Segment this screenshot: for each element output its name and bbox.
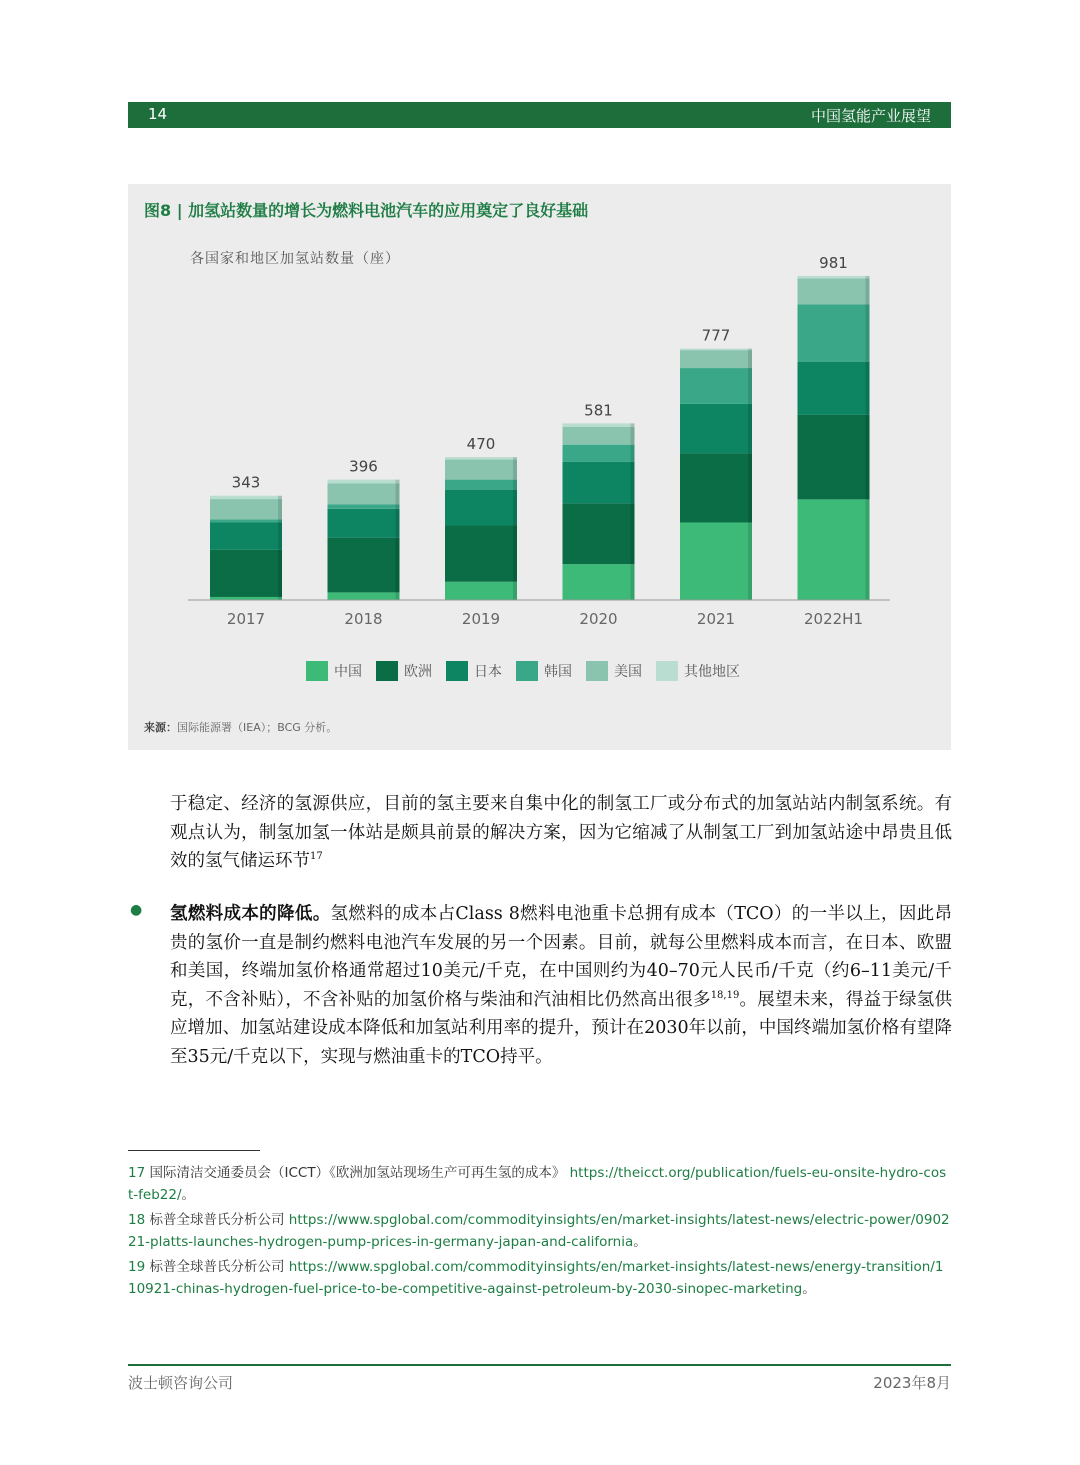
legend-item-中国	[306, 660, 362, 682]
total-label-2018: 396	[349, 457, 378, 476]
bar-segment-2019-韩国	[445, 480, 517, 490]
bar-segment-2019-其他地区	[445, 457, 517, 459]
total-label-2021: 777	[701, 326, 731, 345]
bullet-icon: ●	[130, 902, 143, 918]
footnote-link[interactable]: https://theicct.org/publication/fuels-eu-onsite-hydro-cost-feb22/	[128, 1165, 947, 1203]
bar-shadow-2018	[396, 480, 400, 600]
bar-segment-2019-欧洲	[445, 526, 517, 582]
footnote-text: 标普全球普氏分析公司	[149, 1212, 285, 1228]
bar-shadow-2019	[513, 457, 517, 600]
bar-segment-2018-韩国	[328, 504, 400, 509]
bar-segment-2018-其他地区	[328, 480, 400, 484]
bar-segment-2020-韩国	[563, 445, 635, 462]
footer-date: 2023年8月	[873, 1374, 951, 1392]
legend-item-美国	[586, 660, 642, 682]
bar-segment-2020-日本	[563, 462, 635, 504]
bar-segment-2019-中国	[445, 582, 517, 600]
chart-ylabel: 各国家和地区加氢站数量（座）	[190, 251, 400, 267]
bar-shadow-2017	[278, 496, 282, 600]
bar-segment-2017-美国	[210, 499, 282, 519]
legend-label: 中国	[334, 664, 362, 680]
bar-segment-2019-日本	[445, 490, 517, 526]
footnote-18	[128, 1209, 951, 1253]
footnote-number: 19	[128, 1259, 146, 1275]
bar-shadow-2022H1	[866, 276, 870, 600]
legend-label: 美国	[614, 664, 642, 680]
category-label-2018: 2018	[344, 610, 383, 628]
category-label-2021: 2021	[696, 610, 736, 628]
footnote-17	[128, 1162, 951, 1206]
legend-item-欧洲	[376, 660, 432, 682]
paragraph-1-text: 于稳定、经济的氢源供应，目前的氢主要来自集中化的制氢工厂或分布式的加氢站站内制氢系统。有观点认为，制氢加氢一体站是颇具前景的解决方案，因为它缩减了从制氢工厂到加氢站途中昂贵且低效的氢气储运环节	[170, 794, 952, 871]
header-bar	[128, 102, 951, 128]
footnote-text: 标普全球普氏分析公司	[149, 1259, 285, 1275]
footer-divider	[128, 1364, 951, 1366]
legend-item-其他地区	[656, 660, 740, 682]
category-label-2017: 2017	[226, 610, 266, 628]
footnote-ref-17[interactable]: 17	[310, 851, 323, 863]
bar-segment-2022H1-其他地区	[798, 276, 870, 278]
bar-segment-2021-日本	[680, 404, 752, 453]
bar-shadow-2020	[631, 423, 635, 600]
total-label-2017: 343	[231, 473, 261, 492]
source-label: 来源：	[144, 721, 177, 734]
bar-segment-2020-其他地区	[563, 423, 635, 426]
running-title: 中国氢能产业展望	[810, 107, 931, 125]
category-label-2022H1: 2022H1	[804, 610, 863, 628]
legend-label: 欧洲	[404, 664, 432, 680]
bar-segment-2022H1-美国	[798, 278, 870, 304]
footnote-end: 。	[802, 1281, 816, 1297]
bar-segment-2022H1-中国	[798, 499, 870, 600]
footnote-number: 18	[128, 1212, 146, 1228]
figure-8	[128, 184, 951, 750]
bar-segment-2018-日本	[328, 509, 400, 538]
figure-source	[144, 719, 337, 735]
bar-segment-2017-韩国	[210, 519, 282, 522]
bar-segment-2022H1-韩国	[798, 305, 870, 362]
footnote-text: 国际清洁交通委员会（ICCT）《欧洲加氢站现场生产可再生氢的成本》	[149, 1165, 566, 1181]
paragraph-2	[170, 900, 952, 1071]
legend-swatch	[656, 661, 678, 681]
bar-segment-2021-其他地区	[680, 349, 752, 351]
legend-item-日本	[446, 660, 502, 682]
legend-swatch	[446, 661, 468, 681]
paragraph-2-text-a: 氢燃料的成本占Class 8燃料电池重卡总拥有成本（TCO）的一半以上，因此昂贵的氢价一直是制约燃料电池汽车发展的另一个因素。目前，就每公里燃料成本而言，在日本、欧盟和美国，终端加氢价格通常超过10美元/千克，在中国则约为40–70元人民币/千克（约6–11美元/千克，不含补贴），不含补贴的加氢价格与柴油和汽油相比仍然高出很多	[170, 904, 952, 1010]
bar-segment-2021-欧洲	[680, 453, 752, 522]
bar-segment-2019-美国	[445, 460, 517, 480]
legend-label: 其他地区	[684, 664, 740, 680]
footnote-end: 。	[633, 1234, 647, 1250]
bar-segment-2017-其他地区	[210, 496, 282, 499]
bar-segment-2022H1-欧洲	[798, 415, 870, 500]
total-label-2020: 581	[584, 401, 613, 420]
footnote-divider	[128, 1150, 260, 1151]
bar-segment-2017-日本	[210, 522, 282, 549]
legend-label: 日本	[474, 664, 502, 680]
footnote-ref-18-19[interactable]: 18,19	[710, 989, 740, 1001]
footnote-number: 17	[128, 1165, 146, 1181]
bar-segment-2021-美国	[680, 350, 752, 368]
source-text: 国际能源署（IEA）；BCG 分析。	[177, 721, 338, 734]
bar-segment-2018-美国	[328, 483, 400, 504]
paragraph-1	[170, 790, 952, 876]
chart-legend	[306, 660, 740, 682]
bar-shadow-2021	[748, 349, 752, 600]
footnote-19	[128, 1256, 951, 1300]
bar-segment-2017-欧洲	[210, 550, 282, 597]
footnote-link[interactable]: https://www.spglobal.com/commodityinsights/en/market-insights/latest-news/energy-transition/110921-chinas-hydrogen-fuel-price-to-be-competitive-against-petroleum-by-2030-sinopec-marketing	[128, 1259, 944, 1297]
bar-segment-2018-欧洲	[328, 538, 400, 593]
paragraph-2-heading: 氢燃料成本的降低。	[170, 904, 331, 924]
category-label-2020: 2020	[579, 610, 618, 628]
paragraph-2-text-b: 。展望未来，得益于绿氢供应增加、加氢站建设成本降低和加氢站利用率的提升，预计在2030年以前，中国终端加氢价格有望降至35元/千克以下，实现与燃油重卡的TCO持平。	[170, 989, 953, 1067]
bar-segment-2020-中国	[563, 564, 635, 600]
footnote-link[interactable]: https://www.spglobal.com/commodityinsights/en/market-insights/latest-news/electric-power/090221-platts-launches-hydrogen-pump-prices-in-germany-japan-and-california	[128, 1212, 950, 1250]
bar-segment-2020-欧洲	[563, 503, 635, 564]
legend-swatch	[376, 661, 398, 681]
legend-swatch	[586, 661, 608, 681]
bar-segment-2020-美国	[563, 427, 635, 445]
bar-segment-2018-中国	[328, 592, 400, 600]
stacked-bar-chart	[128, 184, 951, 654]
footer-publisher: 波士顿咨询公司	[128, 1374, 234, 1392]
bar-segment-2022H1-日本	[798, 362, 870, 415]
page-number: 14	[148, 105, 168, 123]
legend-label: 韩国	[544, 664, 572, 680]
bar-segment-2021-中国	[680, 522, 752, 600]
legend-swatch	[306, 661, 328, 681]
total-label-2019: 470	[466, 435, 496, 454]
total-label-2022H1: 981	[819, 253, 848, 272]
category-label-2019: 2019	[461, 610, 501, 628]
bar-segment-2021-韩国	[680, 368, 752, 404]
legend-item-韩国	[516, 660, 572, 682]
footnote-end: 。	[181, 1187, 196, 1203]
legend-swatch	[516, 661, 538, 681]
figure-title: 图8 | 加氢站数量的增长为燃料电池汽车的应用奠定了良好基础	[144, 201, 589, 220]
